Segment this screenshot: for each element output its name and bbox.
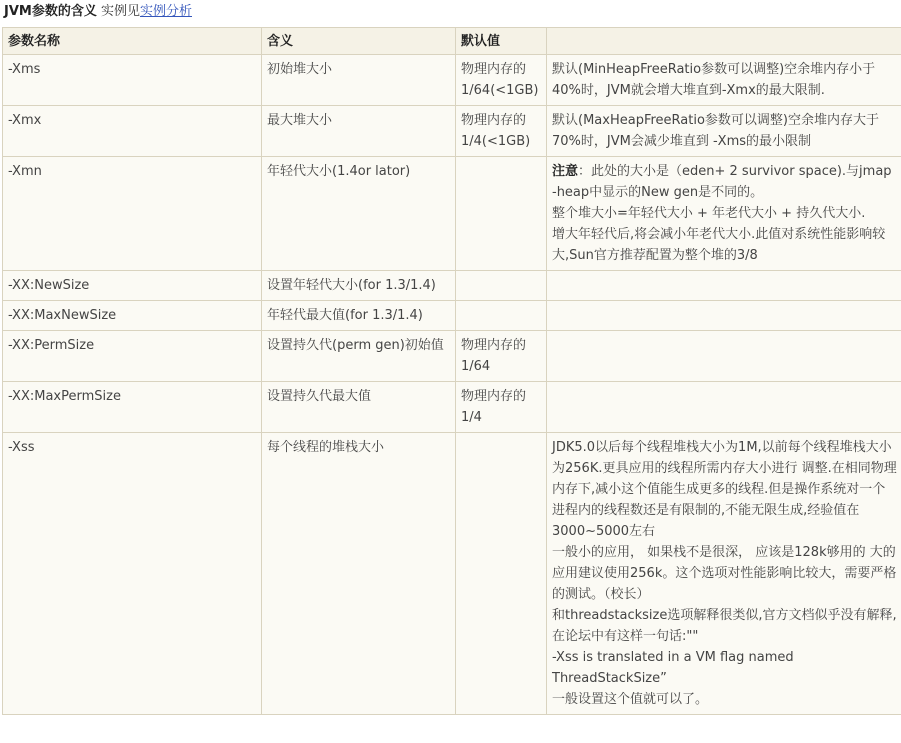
description-cell [547,382,901,433]
meaning-cell: 设置持久代(perm gen)初始值 [262,331,456,382]
description-cell [547,55,901,106]
description-line: 增大年轻代后,将会减小年老代大小.此值对系统性能影响较大,Sun官方推荐配置为整个堆的3/8 [552,227,886,263]
table-row [3,271,901,301]
page-heading [0,0,901,27]
description-cell [547,433,901,715]
description-cell [547,331,901,382]
table-row [3,382,901,433]
param-name-cell: -Xms [3,55,262,106]
description-line: -Xss is translated in a VM flag named ThreadStackSize” [552,650,794,686]
description-line: 默认(MaxHeapFreeRatio参数可以调整)空余堆内存大于70%时，JVM会减少堆直到 -Xms的最小限制 [552,113,879,149]
param-name-cell: -Xss [3,433,262,715]
heading-title: JVM参数的含义 [4,4,97,19]
jvm-params-table [2,27,901,715]
header-default: 默认值 [456,28,547,55]
header-param-name: 参数名称 [3,28,262,55]
header-meaning: 含义 [262,28,456,55]
heading-prefix: 实例见 [96,4,140,19]
meaning-cell: 年轻代最大值(for 1.3/1.4) [262,301,456,331]
meaning-cell: 设置年轻代大小(for 1.3/1.4) [262,271,456,301]
default-value-cell [456,157,547,271]
description-line: 默认(MinHeapFreeRatio参数可以调整)空余堆内存小于40%时，JVM就会增大堆直到-Xmx的最大限制. [552,62,876,98]
param-name-cell: -XX:PermSize [3,331,262,382]
description-line: 整个堆大小=年轻代大小 + 年老代大小 + 持久代大小. [552,206,866,221]
param-name-cell: -XX:NewSize [3,271,262,301]
param-name-cell: -XX:MaxNewSize [3,301,262,331]
table-row [3,55,901,106]
meaning-cell: 初始堆大小 [262,55,456,106]
example-analysis-link[interactable]: 实例分析 [139,4,192,19]
param-name-cell: -Xmx [3,106,262,157]
table-row [3,157,901,271]
default-value-cell: 物理内存的1/4 [456,382,547,433]
description-cell [547,271,901,301]
table-row [3,331,901,382]
description-line: JDK5.0以后每个线程堆栈大小为1M,以前每个线程堆栈大小为256K.更具应用的线程所需内存大小进行 调整.在相同物理内存下,减小这个值能生成更多的线程.但是操作系统对一个进程内的线程数还是有限制的,不能无限生成,经验值在3000~5000左右 [552,440,897,539]
default-value-cell: 物理内存的1/64 [456,331,547,382]
default-value-cell: 物理内存的1/4(<1GB) [456,106,547,157]
table-row [3,106,901,157]
description-cell [547,106,901,157]
param-name-cell: -XX:MaxPermSize [3,382,262,433]
description-line: 一般设置这个值就可以了。 [552,692,709,707]
meaning-cell: 年轻代大小(1.4or lator) [262,157,456,271]
description-line: 和threadstacksize选项解释很类似,官方文档似乎没有解释,在论坛中有这样一句话:"" [552,608,897,644]
description-line: 一般小的应用， 如果栈不是很深， 应该是128k够用的 大的应用建议使用256k。这个选项对性能影响比较大，需要严格的测试。（校长） [552,545,897,602]
description-line [552,161,898,203]
description-cell [547,157,901,271]
header-description [547,28,901,55]
meaning-cell: 每个线程的堆栈大小 [262,433,456,715]
default-value-cell [456,301,547,331]
description-text: ：此处的大小是（eden+ 2 survivor space).与jmap -heap中显示的New gen是不同的。 [552,164,892,200]
default-value-cell [456,271,547,301]
default-value-cell [456,433,547,715]
param-name-cell: -Xmn [3,157,262,271]
table-header-row [3,28,901,55]
table-row [3,433,901,715]
default-value-cell: 物理内存的1/64(<1GB) [456,55,547,106]
note-label: 注意 [552,164,579,179]
table-row [3,301,901,331]
meaning-cell: 设置持久代最大值 [262,382,456,433]
description-cell [547,301,901,331]
meaning-cell: 最大堆大小 [262,106,456,157]
